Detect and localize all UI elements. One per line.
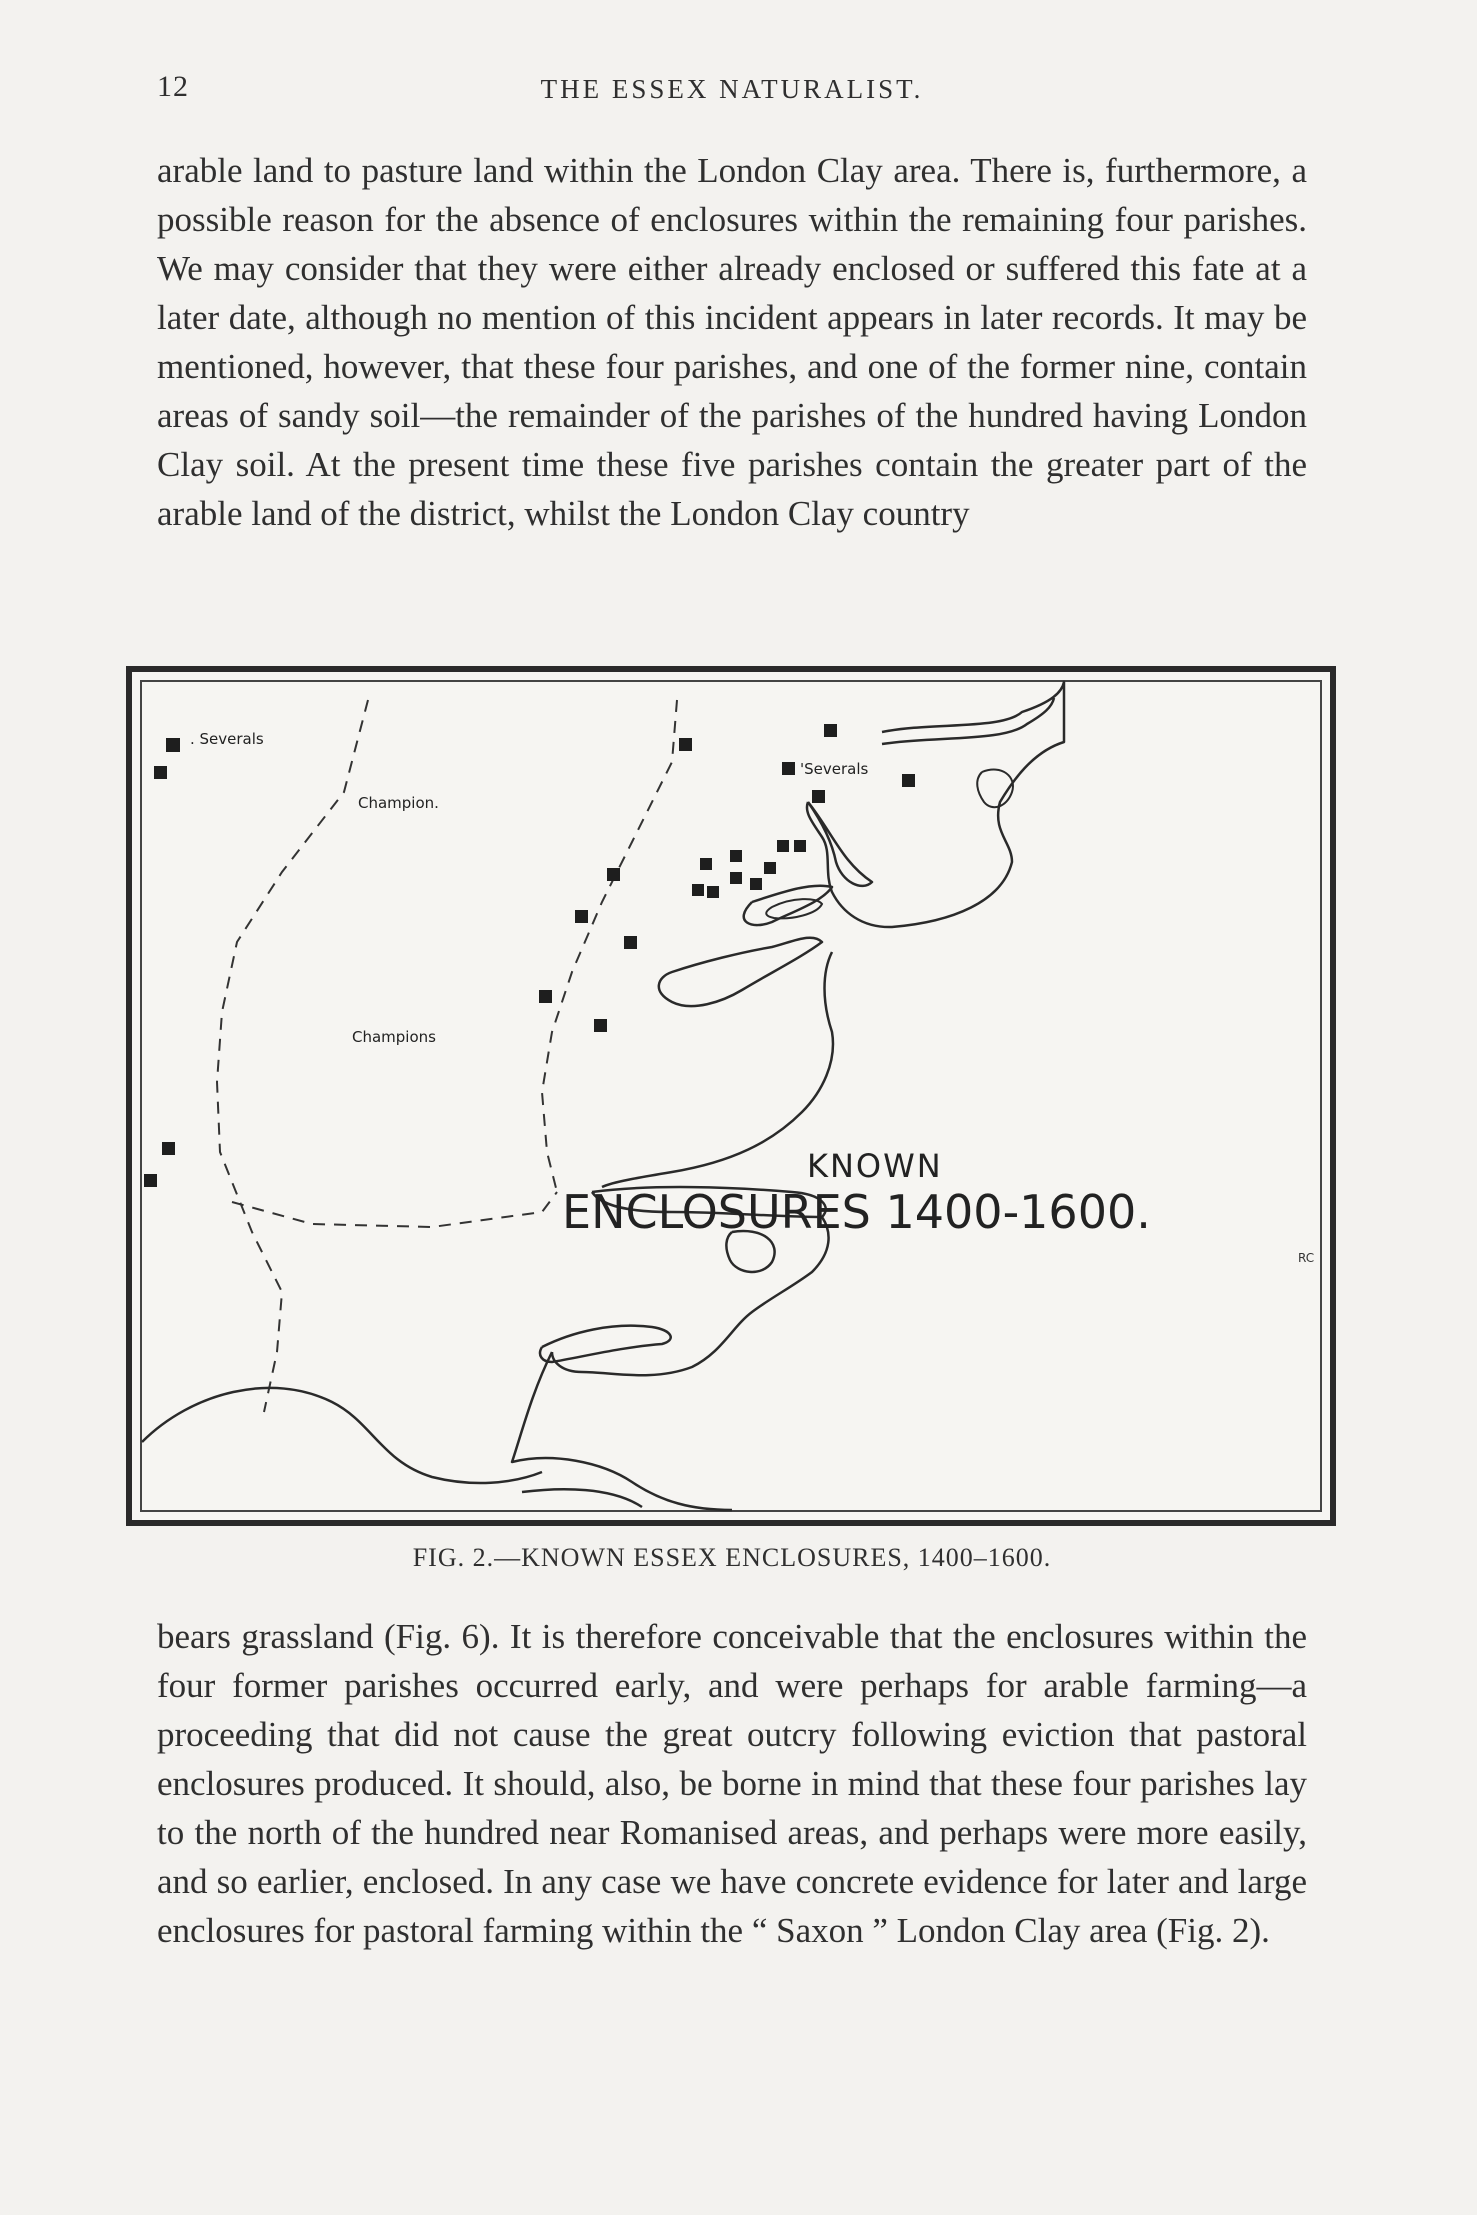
boundary-center: [542, 700, 677, 1192]
enclosure-marker: [812, 790, 825, 803]
enclosure-marker: [730, 872, 742, 884]
estuary-upper: [744, 802, 872, 925]
enclosure-marker: [539, 990, 552, 1003]
enclosure-marker: [700, 858, 712, 870]
thames-bank-lower-2: [522, 1489, 642, 1507]
enclosure-marker: [794, 840, 806, 852]
figure-caption: FIG. 2.—KNOWN ESSEX ENCLOSURES, 1400–1600.: [412, 1543, 1052, 1572]
coastline: [142, 682, 1064, 1510]
page-number: 12: [157, 70, 189, 103]
enclosure-marker: [777, 840, 789, 852]
enclosure-marker: [730, 850, 742, 862]
running-head: [157, 70, 1307, 110]
enclosure-marker: [624, 936, 637, 949]
enclosure-marker: [594, 1019, 607, 1032]
enclosure-marker: [166, 738, 180, 752]
label-enclosures: ENCLOSURES 1400-1600.: [562, 1185, 1151, 1239]
enclosure-marker: [902, 774, 915, 787]
boundary-lines: [217, 700, 677, 1412]
enclosure-marker: [144, 1174, 157, 1187]
coast-south: [552, 1217, 829, 1375]
enclosure-marker: [154, 766, 167, 779]
boundary-left: [217, 700, 368, 1412]
coast-mid: [602, 952, 833, 1187]
journal-title: THE ESSEX NATURALIST.: [540, 74, 924, 104]
paragraph-bottom: bears grassland (Fig. 6). It is therefore conceivable that the enclosures within the four former parishes occurred early, and were perhaps for arable farming—a proceeding that did not cause the great outcry following eviction that pastoral enclosures produced. It should, also, be borne in mind that these four parishes lay to the north of the hundred near Romanised areas, and perhaps were more easily, and so earlier, enclosed. In any case we have concrete evidence for later and large enclosures for pastoral farming within the “ Saxon ” London Clay area (Fig. 2).: [157, 1617, 1307, 1950]
enclosure-marker: [764, 862, 776, 874]
enclosure-marker: [679, 738, 692, 751]
figure-enclosure-map: [126, 666, 1336, 1526]
estuary-mid: [659, 938, 822, 1006]
enclosure-marker: [607, 868, 620, 881]
label-champions: Champions: [352, 1028, 436, 1046]
label-initials: RC: [1298, 1251, 1315, 1265]
boundary-champions: [232, 1192, 557, 1227]
enclosure-marker: [162, 1142, 175, 1155]
enclosure-marker: [575, 910, 588, 923]
label-severals-right: 'Severals: [800, 760, 869, 778]
label-severals-left: . Severals: [190, 730, 264, 748]
estuary-south: [540, 1326, 671, 1362]
label-known: KNOWN: [807, 1147, 943, 1185]
thames-bank-upper: [142, 1388, 542, 1483]
coast-north-inner: [882, 698, 1054, 744]
paragraph-top: arable land to pasture land within the London Clay area. There is, furthermore, a possible reason for the absence of enclosures within the remaining four parishes. We may consider that they were either already enclosed or suffered this fate at a later date, although no mention of this incident appears in later records. It may be mentioned, however, that these four parishes, and one of the former nine, contain areas of sandy soil—the remainder of the parishes of the hundred having London Clay soil. At the present time these five parishes contain the greater part of the arable land of the district, whilst the London Clay country: [157, 151, 1307, 533]
coast-north: [807, 682, 1064, 927]
enclosure-marker: [707, 886, 719, 898]
enclosure-map: [132, 672, 1330, 1520]
enclosure-marker: [692, 884, 704, 896]
label-champion: Champion.: [358, 794, 439, 812]
enclosure-marker: [750, 878, 762, 890]
enclosure-marker: [824, 724, 837, 737]
enclosure-marker: [782, 762, 795, 775]
